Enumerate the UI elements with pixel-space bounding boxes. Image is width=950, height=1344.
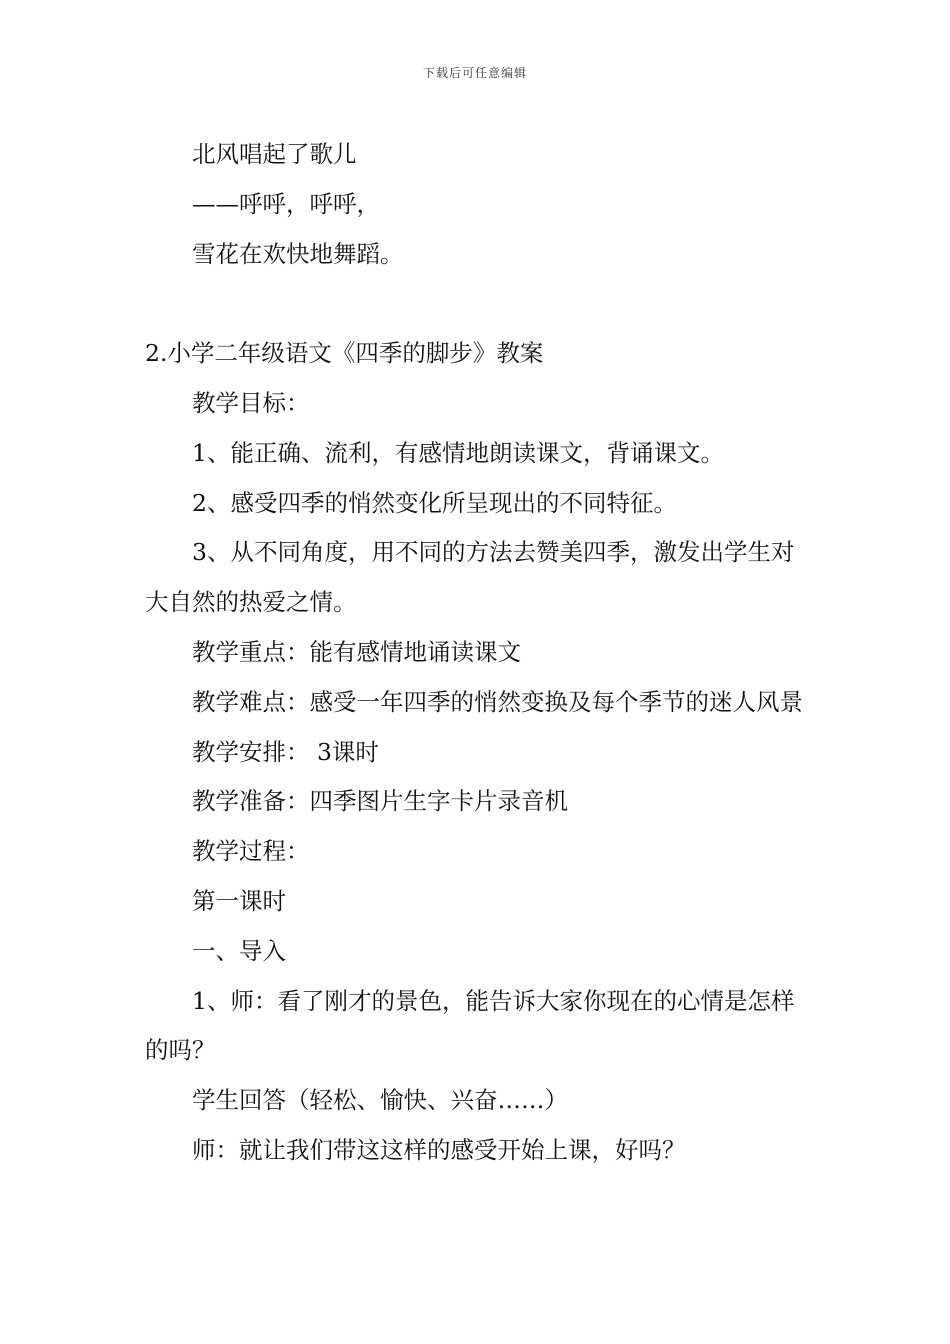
document-body xyxy=(145,130,810,1176)
preparation: 教学准备：四季图片生字卡片录音机 xyxy=(192,787,568,816)
difficulty: 教学难点：感受一年四季的悄然变换及每个季节的迷人风景 xyxy=(192,687,803,716)
poem-line: 雪花在欢快地舞蹈。 xyxy=(192,239,404,268)
period-heading: 第一课时 xyxy=(192,886,286,915)
poem-line: 北风唱起了歌儿 xyxy=(192,140,357,168)
step-item: 1、师：看了刚才的景色，能告诉大家你现在的心情是怎样的吗？ xyxy=(145,986,795,1065)
goal-item: 1、能正确、流利，有感情地朗读课文，背诵课文。 xyxy=(192,438,724,467)
arrangement: 教学安排： 3课时 xyxy=(192,737,379,766)
paragraph-gap xyxy=(145,279,810,329)
goal-item: 3、从不同角度，用不同的方法去赞美四季，激发出学生对大自然的热爱之情。 xyxy=(145,538,795,617)
page-header: 下载后可任意编辑 xyxy=(422,66,527,80)
student-answer: 学生回答（轻松、愉快、兴奋……） xyxy=(192,1086,568,1115)
process-heading: 教学过程： xyxy=(192,837,310,866)
teacher-line: 师：就让我们带这这样的感受开始上课，好吗？ xyxy=(192,1135,686,1164)
key-point: 教学重点：能有感情地诵读课文 xyxy=(192,637,521,666)
section-heading: 一、导入 xyxy=(192,936,286,965)
goal-item: 2、感受四季的悄然变化所呈现出的不同特征。 xyxy=(192,488,677,517)
lesson-title: 2.小学二年级语文《四季的脚步》教案 xyxy=(145,339,544,368)
goals-heading: 教学目标： xyxy=(192,388,310,417)
poem-line: ——呼呼，呼呼， xyxy=(192,189,380,218)
